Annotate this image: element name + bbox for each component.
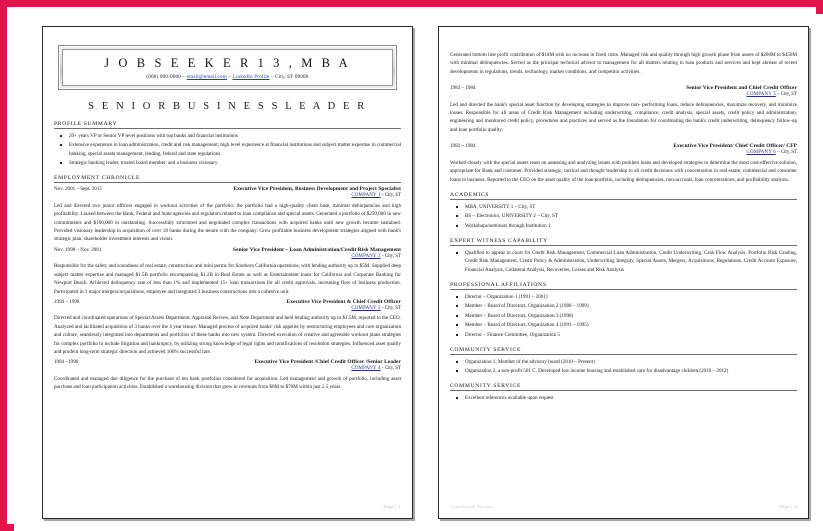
company-name: COMPANY 5 <box>746 92 776 98</box>
list-item: Organization 2, a non-profit 501 C. Developed low income housing and established care for disadvantage children (2010 – 2012) <box>463 367 797 375</box>
list-item: BS – Electronics, UNIVERSITY 2 – City, ST <box>463 212 797 220</box>
company-location: City, ST <box>384 253 401 259</box>
job-entry <box>450 143 797 184</box>
job-company: COMPANY 2 - City, ST <box>351 253 401 259</box>
section-title-references: COMMUNITY SERVICE <box>450 383 797 391</box>
job-entry <box>54 359 401 391</box>
job-title-block <box>481 85 797 97</box>
job-title: Executive Vice President/ Chief Credit Officer/ CFP <box>673 143 797 150</box>
job-company: COMPANY 1 - City, ST <box>351 193 401 199</box>
list-item: 20+ years VP or Senior VP level positions with top banks and financial institutions <box>67 132 401 140</box>
section-title-community-service: COMMUNITY SERVICE <box>450 347 797 355</box>
page-1-content <box>54 37 401 508</box>
job-entry <box>54 186 401 243</box>
name-plate <box>58 45 397 90</box>
list-item: Member – Board of Directors, Organization 4 (1991 – 1995) <box>463 321 797 329</box>
job-title-block <box>107 247 401 259</box>
community-service-list <box>450 358 797 376</box>
job-header <box>450 143 797 155</box>
job-description: Responsible for the safety and soundness of real estate, construction and mini perms for Southern California operations, with lending authority up to $5M. Supplied deep subject matter expertise and managed $1.5B portfolio encompassing $1.2B in Real Estate as well as Entertainment loans for California and Corporate Banking for Newport Beach. Achieved delinquency rate of less than 1% and implemented 15+ loan transactions for all credit approvals, increasing flow of business production. Participated in 3 major mergers/acquisitions, employee and integrated 3 business constructions into a cohesive unit. <box>54 263 401 295</box>
candidate-name: J O B S E E K E R 1 3 , M B A <box>104 56 351 70</box>
job-entry <box>54 299 401 356</box>
document-preview-area <box>14 14 823 531</box>
list-item: Member – Board of Directors, Organization 3 (1998) <box>463 312 797 320</box>
contact-sep-3: – <box>269 74 276 80</box>
job-header <box>54 359 401 371</box>
contact-location: City, ST 00000 <box>275 74 309 80</box>
section-title-employment-chronicle: EMPLOYMENT CHRONICLE <box>54 175 401 183</box>
contact-line <box>67 74 388 80</box>
page-number: Page | 1 <box>383 504 401 509</box>
job-title: Executive Vice President /Chief Credit Officer /Senior Leader <box>254 359 401 366</box>
job-company: COMPANY 4 - City, ST <box>351 366 401 372</box>
company-location: City, ST <box>384 366 401 372</box>
affiliations-list <box>450 293 797 339</box>
job-company: COMPANY 6 – City, ST <box>746 150 797 156</box>
section-title-professional-affiliations: PROFESSIONAL AFFILIATIONS <box>450 282 797 290</box>
name-plate-inner <box>62 49 393 86</box>
job-title: Senior Vice President – Loan Administration/Credit Risk Management <box>233 246 401 253</box>
company-name: COMPANY 3 <box>351 305 381 311</box>
job-title-block <box>108 186 401 198</box>
page-1-footer <box>54 504 401 509</box>
job-dates: 1982 – 1984 <box>450 143 476 150</box>
footer-left-text: Confidential Resume <box>450 504 493 509</box>
list-item: Qualified to appear in court for Credit Risk Management, Commercial Loan Administration, Credit Underwriting, Cash Flow Analysis, Portfolio Risk Grading, Credit Risk Management, Credit Policy & Administration, Underwriting Integrity, Special Assets, Mergers, Acquisitions, Regulations, Credit Account Exposure, Financial Analysis, Collateral Analysis, Recoveries, Losses and Risk Analysis <box>465 250 797 273</box>
job-dates: 1994 – 1998 <box>54 298 80 305</box>
job-entry <box>54 247 401 296</box>
company-location: City, ST <box>384 193 401 199</box>
job-title: Executive Vice President, Business Development and Project Specialist <box>233 186 401 193</box>
job-description: Led and directed the bank's special asset function by developing strategies to improve non- performing loans, reduce delinquencies, maximize recovery, and minimize losses. Responsible for all areas of Credit Risk Management including underwriting, compliance, credit analysis, special assets, credit policy and administration, engineering and monitored credit policy, procedures and practices and served as the foundation for coordinating the bank's credit underwriting, delinquency follow-up and loan portfolio quality. <box>450 101 797 133</box>
resume-page-1[interactable] <box>42 26 413 519</box>
contact-email-link[interactable]: email@email.com <box>186 74 227 80</box>
company-location: City, ST <box>780 92 797 98</box>
page-2-content <box>450 37 797 508</box>
profile-summary-list <box>54 132 401 167</box>
job-dates: Nov. 2001 – Sept. 2015 <box>54 186 103 193</box>
list-item: Workshops/seminars through Institution 1 <box>463 222 797 230</box>
job-title-block <box>84 359 401 371</box>
job-company: COMPANY 3 - City, ST <box>351 305 401 311</box>
list-item: MBA, UNIVERSITY 1 – City, ST <box>463 203 797 211</box>
company-location: City, ST <box>384 305 401 311</box>
linkedin-profile-link[interactable]: LinkedIn Profile <box>232 74 270 80</box>
job-company: COMPANY 5 – City, ST <box>746 92 797 98</box>
list-item: Strategic banking leader, trusted board member, and a business visionary <box>67 159 401 167</box>
job-description: Directed and coordinated operations of Special Assets Department, Appraisal Review, and Note Department and held lending authority up to $1.5M, reported to the CEO. Analyzed and facilitated acquisition of 3 banks over the 4 year tenure. Managed process of acquired banks' risk appetite by restructuring employees and core organization and culture, seamlessly integrated into departments and portfolios of these banks into new system. Directed execution of creative and agreeable workout plans strategies for complex portfolio to include litigation and bankruptcy, by utilizing strong knowledge of legal rights and ramifications of resolution strategies. Influenced asset quality and prudent long-term strategic direction and achieved 100% successful rate. <box>54 315 401 355</box>
job-header <box>54 186 401 198</box>
job-dates: 1983 – 1984 <box>450 85 476 92</box>
list-item: Excellent references available upon request <box>463 394 797 402</box>
resume-page-2[interactable] <box>438 26 809 519</box>
contact-phone: (000) 000-0000 <box>146 74 181 80</box>
list-item: Extensive experience in loan administration, credit and risk management; high level experience at financial institutions and subject matter expertise in commercial banking, special assets management, lending, federal and state regulations <box>69 142 401 157</box>
section-title-expert-witness-capability: EXPERT WITNESS CAPABILITY <box>450 238 797 246</box>
job-dates: Nov. 1998 – Nov. 2001 <box>54 246 102 253</box>
contact-sep-2: – <box>226 74 233 80</box>
job-header <box>54 299 401 311</box>
references-list <box>450 394 797 402</box>
contact-sep-1: – <box>180 74 187 80</box>
job-title-block <box>481 143 797 155</box>
academics-list <box>450 203 797 230</box>
company-name: COMPANY 1 <box>351 193 381 199</box>
expert-witness-list <box>450 249 797 274</box>
company-name: COMPANY 2 <box>351 253 381 259</box>
job-title-block <box>85 299 401 311</box>
job-header <box>54 247 401 259</box>
list-item: Organization 1, Member of the advisory board (2010 – Present) <box>463 358 797 366</box>
job-description: Led and directed two junior officers engaged in workout activities of the portfolio; the portfolio had a high-quality client base, minimal delinquencies and high profitability. Liaised between the Bank, Federal and State agencies and regulators related to loan compliance and special assets. Generated a portfolio of $250,000 in new commitments and $100,000 in outstanding. Successfully structured and negotiated complex transactions with acquired banks until new growth became sustained. Provided visionary leadership in acquisition of over 18 banks during the tenure with the company. Grew profitable business development strategies aligned with bank's strategic plan, shareholder investment interests and vision. <box>54 202 401 243</box>
section-title-profile-summary: PROFILE SUMMARY <box>54 121 401 129</box>
page-number: Page | 2 <box>779 504 797 509</box>
job-description: Coordinated and managed due diligence for the purchase of ten bank portfolios considered for acquisition. Led management and growth of portfolio, including asset purchase and loan participation activities. Established a warehousing division that grew in revenues from $0M to $70M within just 2.5 years. <box>54 375 401 391</box>
list-item: Member – Board of Directors, Organization 2 (1988 – 1999) <box>463 302 797 310</box>
list-item: Director – Finance Committee, Organization 5 <box>463 331 797 339</box>
company-name: COMPANY 6 <box>746 150 776 156</box>
job-entry <box>450 85 797 134</box>
job-title: Senior Vice President and Chief Credit Officer <box>686 85 797 92</box>
continuation-paragraph: Generated bottom line profit contribution of $18M with no increase in fixed costs. Managed risk and quality through high growth phase from assets of $200M to $450M with minimal delinquencies. Served as the principal technical advisor to management for all matters relating to loan products and services and kept abreast of recent developments in regulations, trends, technology, market conditions, and competitor activities. <box>450 52 797 75</box>
list-item: Director – Organization 1 (1991 – 2001) <box>463 293 797 301</box>
section-title-academics: ACADEMICS <box>450 192 797 200</box>
company-location: City, ST <box>780 150 797 156</box>
headline-title: S E N I O R B U S I N E S S L E A D E R <box>88 101 367 112</box>
job-description: Worked closely with the special assets team on assessing and analyzing issues with problem loans and developed strategies to determine the most cost-effective solution, appropriate for Bank and customer. Provided strategic, tactical and thought leadership to all credit decisions with concentration in real estate, commercial and consumer loans to business. Reported to the CEO on the asset quality of the loan portfolio, including delinquencies, non-accruals, loan concentrations, and profitability analysis. <box>450 159 797 183</box>
page-2-footer <box>450 504 797 509</box>
job-dates: 1984 –1996 <box>54 359 79 366</box>
job-header <box>450 85 797 97</box>
job-title: Executive Vice President & Chief Credit Officer <box>286 298 401 305</box>
company-name: COMPANY 4 <box>351 366 381 372</box>
